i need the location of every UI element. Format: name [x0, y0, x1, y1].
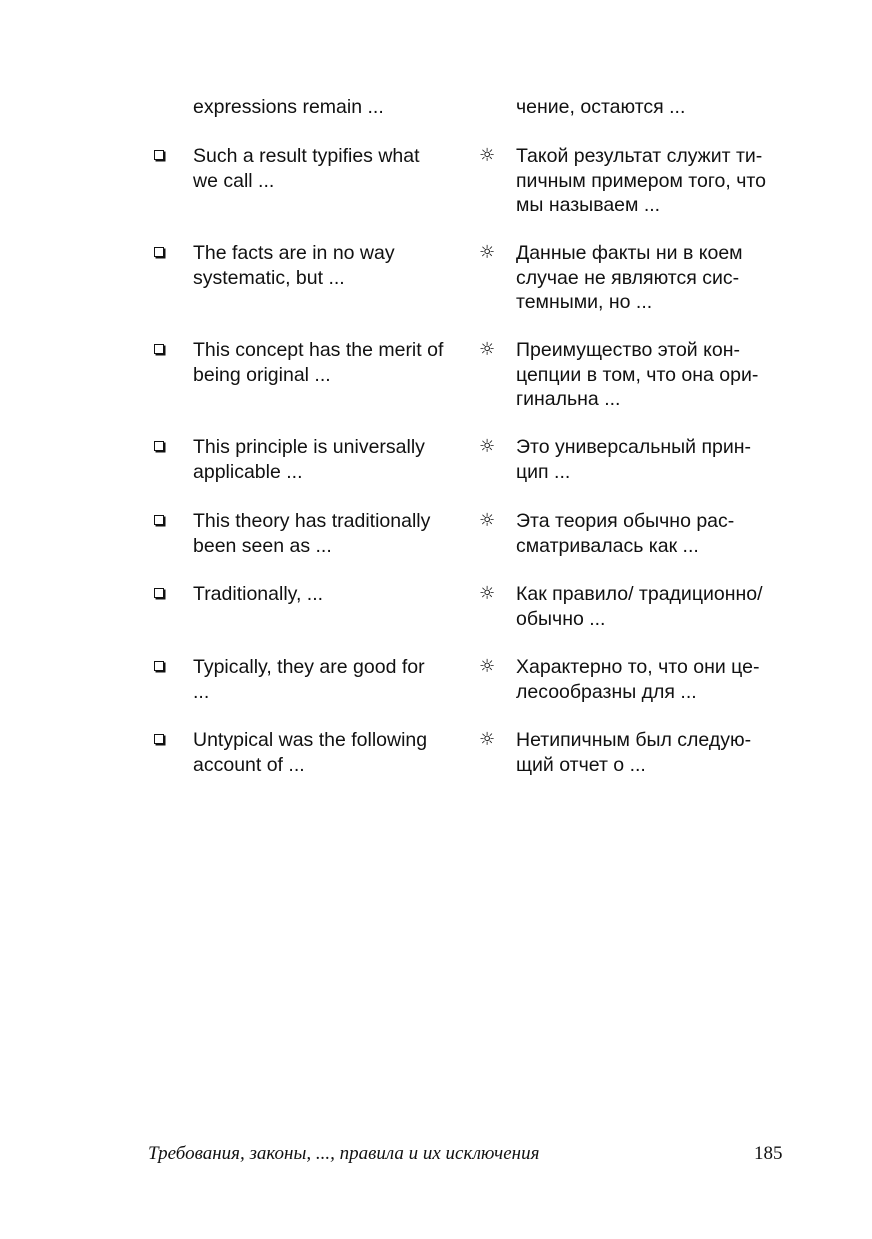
sun-icon: ☼: [479, 729, 496, 750]
continuation-left-text: expressions remain ...: [193, 96, 384, 118]
entry-right-text: Нетипичным был следую- щий отчет о ...: [516, 729, 752, 776]
checkbox-square-icon: [154, 661, 164, 671]
sun-icon: ☼: [479, 242, 496, 263]
continuation-right-text: чение, остаются ...: [516, 96, 686, 118]
checkbox-square-icon: [154, 150, 164, 160]
entry-left-text: Untypical was the following account of ...: [193, 729, 428, 776]
entry-right-text: Как правило/ традиционно/ обычно ...: [516, 583, 763, 630]
checkbox-square-icon: [154, 344, 164, 354]
entry-left-text: This theory has traditionally been seen as ...: [193, 510, 431, 557]
entry-right-text: Это универсальный прин- цип ...: [516, 436, 752, 483]
checkbox-square-icon: [154, 515, 164, 525]
sun-icon: ☼: [479, 436, 496, 457]
sun-icon: ☼: [479, 583, 496, 604]
footer-title: Требования, законы, ..., правила и их исключения: [148, 1143, 540, 1164]
entry-right-text: Характерно то, что они це- лесообразны для ...: [516, 656, 760, 703]
entry-left-text: Traditionally, ...: [193, 583, 324, 605]
entry-right-text: Данные факты ни в коем случае не являются сис- темными, но ...: [516, 242, 743, 313]
entry-left-text: Typically, they are good for ...: [193, 656, 425, 703]
checkbox-square-icon: [154, 247, 164, 257]
entry-left-text: Such a result typifies what we call ...: [193, 145, 420, 192]
page-number: 185: [754, 1143, 783, 1164]
entry-left-text: This principle is universally applicable ...: [193, 436, 425, 483]
sun-icon: ☼: [479, 145, 496, 166]
checkbox-square-icon: [154, 734, 164, 744]
entry-right-text: Такой результат служит ти- пичным примером того, что мы называем ...: [516, 145, 766, 216]
sun-icon: ☼: [479, 656, 496, 677]
checkbox-square-icon: [154, 441, 164, 451]
entry-right-text: Преимущество этой кон- цепции в том, что она ори- гинальна ...: [516, 339, 759, 410]
entry-right-text: Эта теория обычно рас- сматривалась как ...: [516, 510, 735, 557]
entry-left-text: The facts are in no way systematic, but ...: [193, 242, 395, 289]
sun-icon: ☼: [479, 510, 496, 531]
checkbox-square-icon: [154, 588, 164, 598]
entry-left-text: This concept has the merit of being original ...: [193, 339, 444, 386]
sun-icon: ☼: [479, 339, 496, 360]
